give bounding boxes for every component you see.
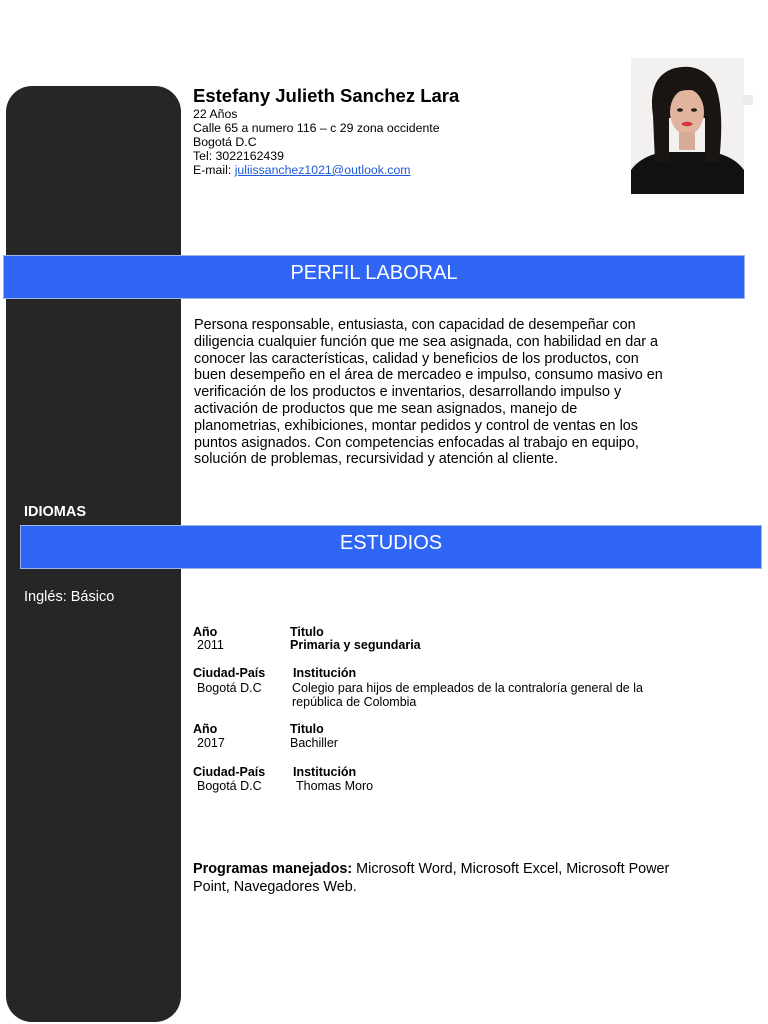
study-1-title: Primaria y segundaria bbox=[290, 638, 421, 652]
study-2-institution: Thomas Moro bbox=[296, 779, 374, 793]
study-2-year-label: Año bbox=[193, 722, 218, 736]
candidate-name: Estefany Julieth Sanchez Lara bbox=[193, 85, 460, 106]
study-1-city: Bogotá D.C bbox=[197, 681, 262, 695]
study-1-year-label: Año bbox=[193, 625, 218, 639]
study-2-title: Bachiller bbox=[290, 736, 338, 750]
phone: Tel: 3022162439 bbox=[193, 149, 284, 163]
email-link[interactable]: juliissanchez1021@outlook.com bbox=[234, 163, 411, 177]
age: 22 Años bbox=[193, 107, 238, 121]
profile-photo bbox=[631, 58, 744, 194]
email-line bbox=[193, 163, 440, 177]
email-label: E-mail: bbox=[193, 163, 235, 177]
person-photo-icon bbox=[631, 58, 744, 194]
study-1-year: 2011 bbox=[197, 638, 224, 652]
city: Bogotá D.C bbox=[193, 135, 257, 149]
photo-edge bbox=[743, 95, 753, 105]
study-1-institution-label: Institución bbox=[293, 666, 357, 680]
contact-block bbox=[193, 107, 440, 177]
studies-heading: ESTUDIOS bbox=[20, 525, 762, 569]
languages-heading: IDIOMAS bbox=[24, 504, 87, 520]
profile-text: Persona responsable, entusiasta, con capacidad de desempeñar con diligencia cualquier función que me sea asignada, con habilidad en dar a conocer las características, calidad y beneficios de los productos, con buen desempeño en el área de mercadeo e impulso, consumo masivo en verificación de los productos e inventarios, desarrollando impulso y activación de productos que me sean asignados, manejo de planometrias, exhibiciones, montar pedidos y control de ventas en los puntos asignados. Con competencias enfocadas al trabajo en equipo, solución de problemas, recursividad y atención al cliente. bbox=[194, 317, 663, 468]
study-1-city-label: Ciudad-País bbox=[193, 666, 266, 680]
programs-label: Programas manejados: bbox=[193, 861, 353, 877]
study-2-year: 2017 bbox=[197, 736, 225, 750]
profile-heading: PERFIL LABORAL bbox=[3, 255, 745, 299]
study-2-title-label: Titulo bbox=[290, 722, 324, 736]
programs-text: Microsoft Word, Microsoft Excel, Microsoft Power Point, Navegadores Web. bbox=[193, 861, 670, 895]
study-2-institution-label: Institución bbox=[293, 765, 357, 779]
address: Calle 65 a numero 116 – c 29 zona occidente bbox=[193, 121, 440, 135]
languages-item: Inglés: Básico bbox=[24, 589, 115, 605]
programs-section bbox=[193, 860, 673, 896]
study-1-title-label: Titulo bbox=[290, 625, 324, 639]
study-2-city-label: Ciudad-País bbox=[193, 765, 266, 779]
study-2-city: Bogotá D.C bbox=[197, 779, 262, 793]
study-1-institution: Colegio para hijos de empleados de la contraloría general de la república de Colombia bbox=[292, 681, 643, 709]
